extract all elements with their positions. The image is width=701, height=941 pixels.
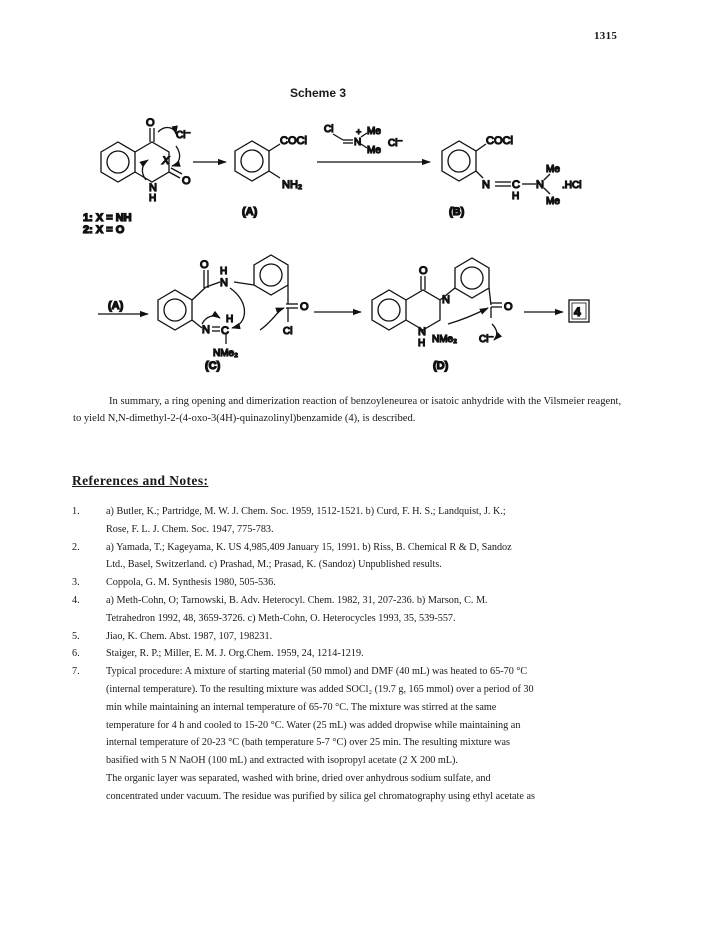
dimethylamino-label: NMe₂ [213, 348, 238, 359]
benzene-ring [455, 258, 489, 298]
reference-line: (internal temperature). To the resulting mixture was added SOCl₂ (19.7 g, 165 mmol) over a period of 30 [106, 683, 534, 695]
chloride-label: Cl⁻ [479, 334, 494, 345]
dimethylamino-label: NMe₂ [432, 334, 457, 345]
reference-line: temperature for 4 h and cooled to 15-20 °C. Water (25 mL) was added dropwise while maintaining an [106, 719, 521, 731]
vilsmeier-cl-label: Cl [324, 124, 334, 135]
summary-paragraph: In summary, a ring opening and dimerization reaction of benzoyleneurea or isatoic anhydride with the Vilsmeier reagent, to yield N,N-dimethyl-2-(4-oxo-3(4H)-quinazolinyl)benzamide (4), is described. [73, 396, 622, 424]
nitrogen-label: N [220, 277, 228, 289]
reference-item [72, 628, 632, 646]
methyl-label: Me [546, 196, 560, 207]
reference-line: Ltd., Basel, Switzerland. c) Prashad, M.; Prasad, K. (Sandoz) Unpublished results. [106, 559, 442, 571]
reference-line: a) Butler, K.; Partridge, M. W. J. Chem. Soc. 1959, 1512-1521. b) Curd, F. H. S.; Landquist, J. K.; [106, 506, 506, 517]
reference-item [72, 663, 632, 805]
reference-line: Staiger, R. P.; Miller, E. M. J. Org.Chem. 1959, 24, 1214-1219. [106, 648, 364, 660]
reference-line: Jiao, K. Chem. Abst. 1987, 107, 198231. [106, 630, 273, 642]
reference-number: 4. [72, 594, 80, 606]
compound-a-label: (A) [242, 206, 258, 218]
reference-item [72, 574, 632, 592]
acyl-chloride-label: COCl [486, 135, 513, 147]
reference-text [106, 628, 632, 646]
reference-number: 1. [72, 506, 80, 517]
reference-text [106, 645, 632, 663]
reference-line: Rose, F. L. J. Chem. Soc. 1947, 775-783. [106, 523, 274, 535]
reference-line: internal temperature of 20-23 °C (bath temperature 5-7 °C) over 25 min. The resulting mixture was [106, 737, 511, 749]
oxygen-label: O [504, 301, 513, 313]
methyl-label: Me [546, 164, 560, 175]
bond [192, 287, 206, 300]
acyl-chloride-label: COCl [280, 135, 307, 147]
reference-line: The organic layer was separated, washed with brine, dried over anhydrous sodium sulfate, and [106, 772, 491, 784]
curved-arrow [172, 146, 180, 166]
hydrogen-label: H [220, 266, 228, 277]
oxygen-label: O [146, 117, 155, 129]
reference-number: 2. [72, 541, 80, 553]
reference-line: min while maintaining an internal temperature of 65-70 °C. The mixture was stirred at the same [106, 701, 497, 713]
reference-line: Coppola, G. M. Synthesis 1980, 505-536. [106, 577, 276, 589]
aromatic-circle [241, 150, 263, 172]
curved-arrow [202, 316, 220, 324]
amine-label: NH₂ [282, 179, 303, 191]
hydrogen-label: H [418, 338, 426, 349]
aromatic-circle [107, 151, 129, 173]
reference-line: concentrated under vacuum. The residue was purified by silica gel chromatography using ethyl acetate as [106, 790, 535, 802]
bond [192, 320, 202, 328]
aromatic-circle [260, 264, 282, 286]
curved-arrow [158, 128, 176, 134]
bond [544, 188, 550, 194]
aromatic-circle [448, 150, 470, 172]
reference-text [106, 539, 632, 575]
benzene-ring [235, 141, 269, 181]
compound-1-2-structure [101, 128, 182, 182]
legend-line-2: 2: X = O [83, 224, 125, 236]
vilsmeier-reagent-structure [333, 133, 367, 148]
carbon-label: C [221, 325, 229, 337]
reference-line: Tetrahedron 1992, 48, 3659-3726. c) Meth-Cohn, O. Heterocycles 1993, 35, 539-557. [106, 612, 456, 624]
oxygen-label: O [300, 301, 309, 313]
compound-b-structure [442, 141, 550, 194]
reference-line: a) Meth-Cohn, O; Tarnowski, B. Adv. Heterocyl. Chem. 1982, 31, 207-236. b) Marson, C. M. [106, 594, 488, 606]
reaction-scheme [80, 102, 640, 380]
benzene-ring [372, 290, 406, 330]
scheme-title: Scheme 3 [290, 86, 347, 100]
nitrogen-label: N [536, 179, 544, 191]
bond [333, 134, 343, 140]
reference-item [72, 592, 632, 628]
oxygen-label: O [182, 175, 191, 187]
benzene-ring [101, 142, 135, 182]
cl-label: Cl [283, 326, 293, 337]
compound-a-structure [235, 141, 280, 181]
methyl-label: Me [367, 145, 381, 156]
hydrogen-label: H [226, 314, 234, 325]
reference-line: Typical procedure: A mixture of starting material (50 mmol) and DMF (40 mL) was heated to 65-70 °C [106, 666, 528, 678]
reference-line: a) Yamada, T.; Kageyama, K. US 4,985,409 January 15, 1991. b) Riss, B. Chemical R & D, Sandoz [106, 541, 512, 553]
reference-text [106, 663, 632, 805]
legend-line-1: 1: X = NH [83, 212, 132, 224]
aromatic-circle [378, 299, 400, 321]
reference-item [72, 539, 632, 575]
reference-number: 3. [72, 577, 80, 589]
page-number: 1315 [594, 30, 618, 42]
quinazolinone-ring [406, 290, 440, 330]
reference-number: 5. [72, 630, 80, 642]
compound-d-structure [372, 258, 502, 340]
reference-text [106, 574, 632, 592]
compound-d-label: (D) [433, 360, 449, 372]
reference-item [72, 645, 632, 663]
product-number: 4 [574, 305, 581, 319]
benzene-ring [442, 141, 476, 181]
reference-line: basified with 5 N NaOH (100 mL) and extracted with isopropyl acetate (2 X 200 mL). [106, 755, 458, 767]
chloride-label: Cl⁻ [388, 138, 403, 149]
iminium-n-label: N [354, 137, 362, 148]
hydrochloride-label: .HCl [562, 180, 582, 191]
nitrogen-label: N [202, 324, 210, 336]
curved-arrow [448, 308, 488, 324]
bond [489, 288, 491, 305]
nitrogen-label: N [418, 326, 426, 338]
bond [269, 144, 280, 151]
x-atom-label: X [162, 155, 170, 167]
reference-text [106, 592, 632, 628]
plus-charge-label: + [356, 127, 362, 137]
reference-item [72, 503, 632, 539]
compound-b-label: (B) [449, 206, 465, 218]
references-heading: References and Notes: [72, 473, 209, 488]
benzene-ring [158, 290, 192, 330]
hydrogen-label: H [149, 193, 157, 204]
aromatic-circle [164, 299, 186, 321]
nitrogen-label: N [442, 294, 450, 306]
bond [234, 282, 254, 285]
reference-number: 6. [72, 648, 80, 660]
carbon-label: C [512, 179, 520, 191]
benzene-ring [254, 255, 288, 295]
reference-text [106, 503, 632, 539]
carbonyl-bond [169, 172, 180, 178]
compound-c-label: (C) [205, 360, 221, 372]
methyl-label: Me [367, 126, 381, 137]
arrow-label-a: (A) [108, 300, 124, 312]
bond [476, 144, 486, 151]
hydrogen-label: H [512, 191, 520, 202]
oxygen-label: O [200, 259, 209, 271]
bond [269, 171, 280, 178]
chloride-label: Cl⁻ [176, 130, 191, 141]
carbonyl-bond [171, 168, 182, 174]
bond [476, 171, 483, 178]
oxygen-label: O [419, 265, 428, 277]
reference-number: 7. [72, 666, 80, 678]
curved-arrow [260, 308, 284, 330]
nitrogen-label: N [149, 182, 157, 194]
references-list [72, 503, 632, 806]
nitrogen-label: N [482, 179, 490, 191]
aromatic-circle [461, 267, 483, 289]
